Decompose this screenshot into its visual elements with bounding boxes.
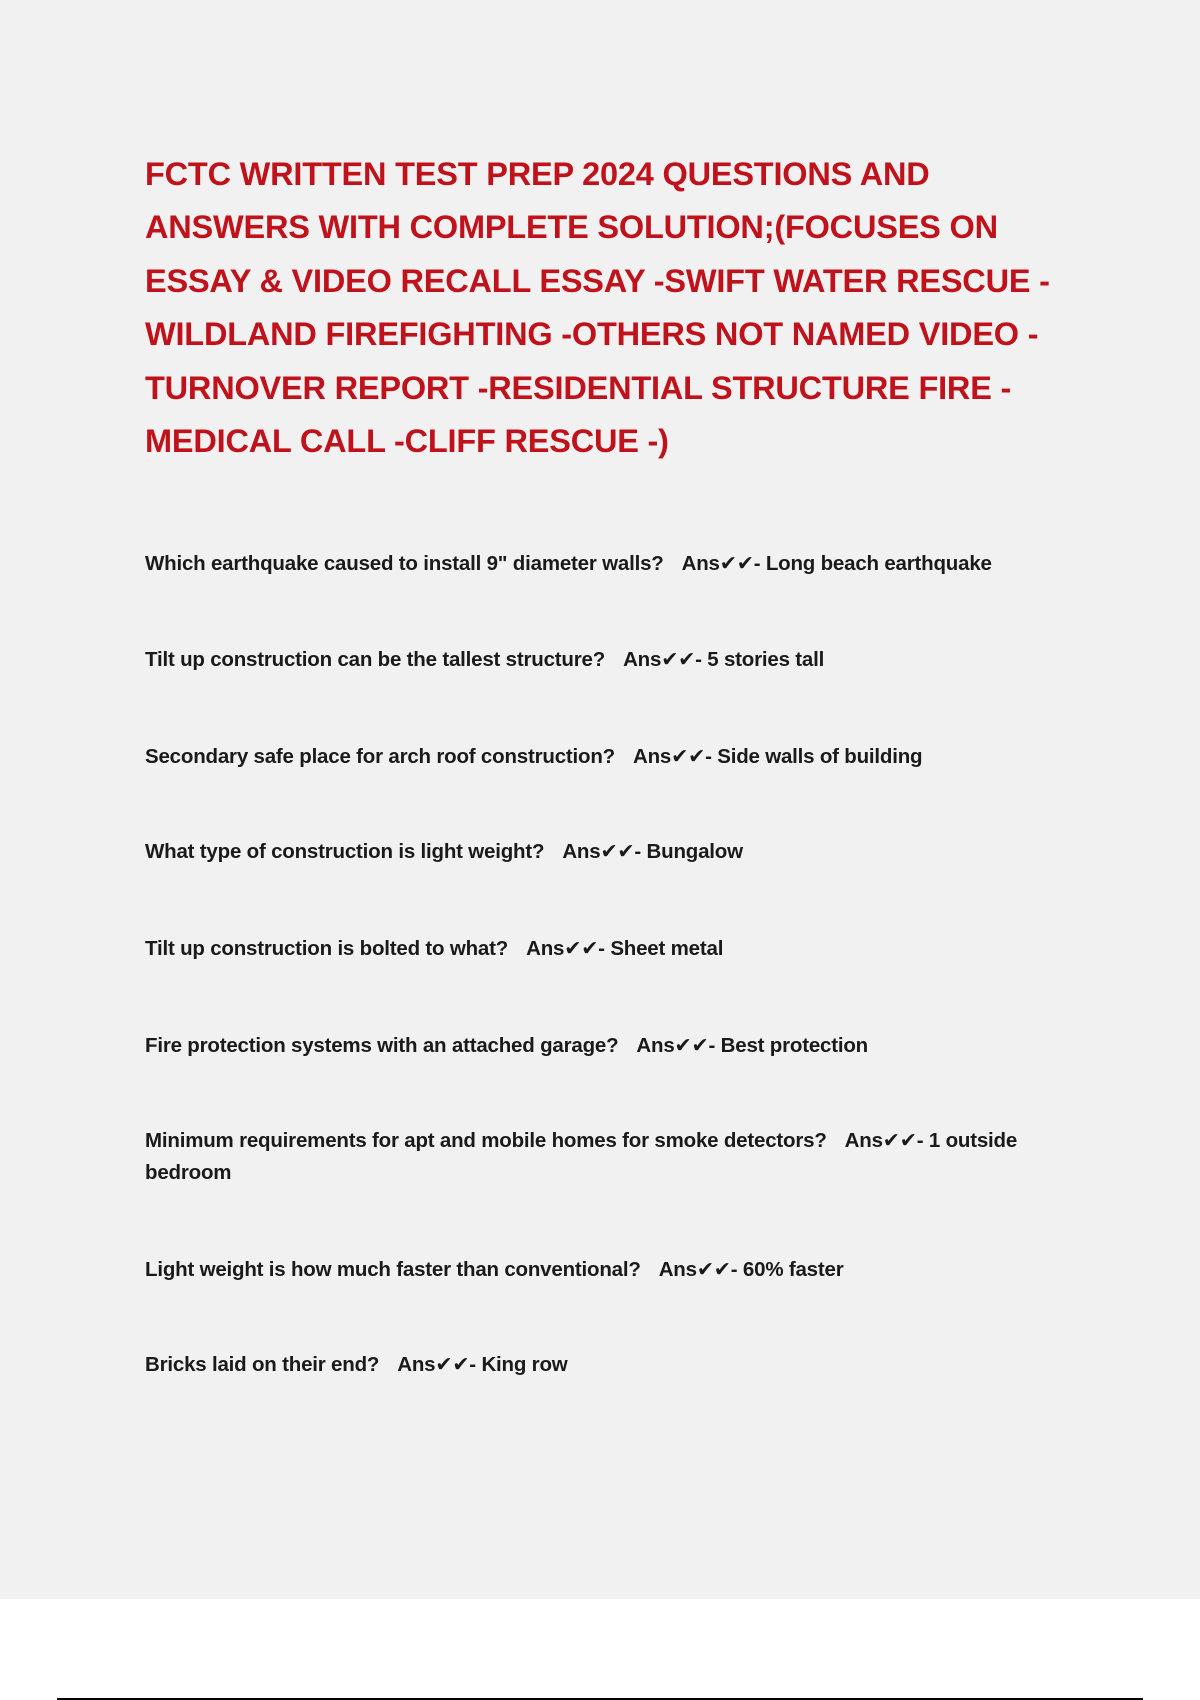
answer-marker: Ans✔✔- xyxy=(658,1258,743,1281)
question-text: Bricks laid on their end? xyxy=(145,1353,380,1376)
question-text: What type of construction is light weight? xyxy=(145,840,545,863)
answer-text: 1 outside bedroom xyxy=(145,1129,1018,1184)
answer-marker: Ans✔✔- xyxy=(526,937,611,960)
question-text: Tilt up construction is bolted to what? xyxy=(145,937,509,960)
qa-item xyxy=(145,548,1095,580)
answer-text: Best protection xyxy=(720,1034,868,1057)
answer-marker: Ans✔✔- xyxy=(397,1353,482,1376)
document-title: FCTC WRITTEN TEST PREP 2024 QUESTIONS AND ANSWERS WITH COMPLETE SOLUTION;(FOCUSES ON ESSAY & VIDEO RECALL ESSAY -SWIFT WATER RESCUE -WILDLAND FIREFIGHTING -OTHERS NOT NAMED VIDEO -TURNOVER REPORT -RESIDENTIAL STRUCTURE FIRE -MEDICAL CALL -CLIFF RESCUE -) xyxy=(145,156,1050,460)
answer-text: Bungalow xyxy=(646,840,743,863)
answer-marker: Ans✔✔- xyxy=(562,840,647,863)
answer-text: 60% faster xyxy=(742,1258,844,1281)
answer-text: King row xyxy=(481,1353,568,1376)
qa-item xyxy=(145,1030,1095,1062)
answer-marker: Ans✔✔- xyxy=(636,1034,721,1057)
question-text: Which earthquake caused to install 9" diameter walls? xyxy=(145,552,664,575)
answer-text: Long beach earthquake xyxy=(765,552,992,575)
answer-marker: Ans✔✔- xyxy=(623,648,708,671)
question-text: Secondary safe place for arch roof construction? xyxy=(145,745,615,768)
question-text: Light weight is how much faster than conventional? xyxy=(145,1258,641,1281)
qa-item xyxy=(145,1125,1095,1189)
question-text: Tilt up construction can be the tallest structure? xyxy=(145,648,606,671)
qa-item xyxy=(145,1349,1095,1381)
answer-text: Sheet metal xyxy=(610,937,724,960)
answer-text: Side walls of building xyxy=(717,745,923,768)
answer-marker: Ans✔✔- xyxy=(681,552,766,575)
answer-text: 5 stories tall xyxy=(707,648,825,671)
answer-marker: Ans✔✔- xyxy=(633,745,718,768)
qa-item xyxy=(145,836,1095,868)
qa-item xyxy=(145,1254,1095,1286)
question-text: Fire protection systems with an attached garage? xyxy=(145,1034,619,1057)
qa-item xyxy=(145,933,1095,965)
qa-item xyxy=(145,741,1095,773)
qa-item xyxy=(145,644,1095,676)
question-text: Minimum requirements for apt and mobile homes for smoke detectors? xyxy=(145,1129,827,1152)
answer-marker: Ans✔✔- xyxy=(844,1129,929,1152)
